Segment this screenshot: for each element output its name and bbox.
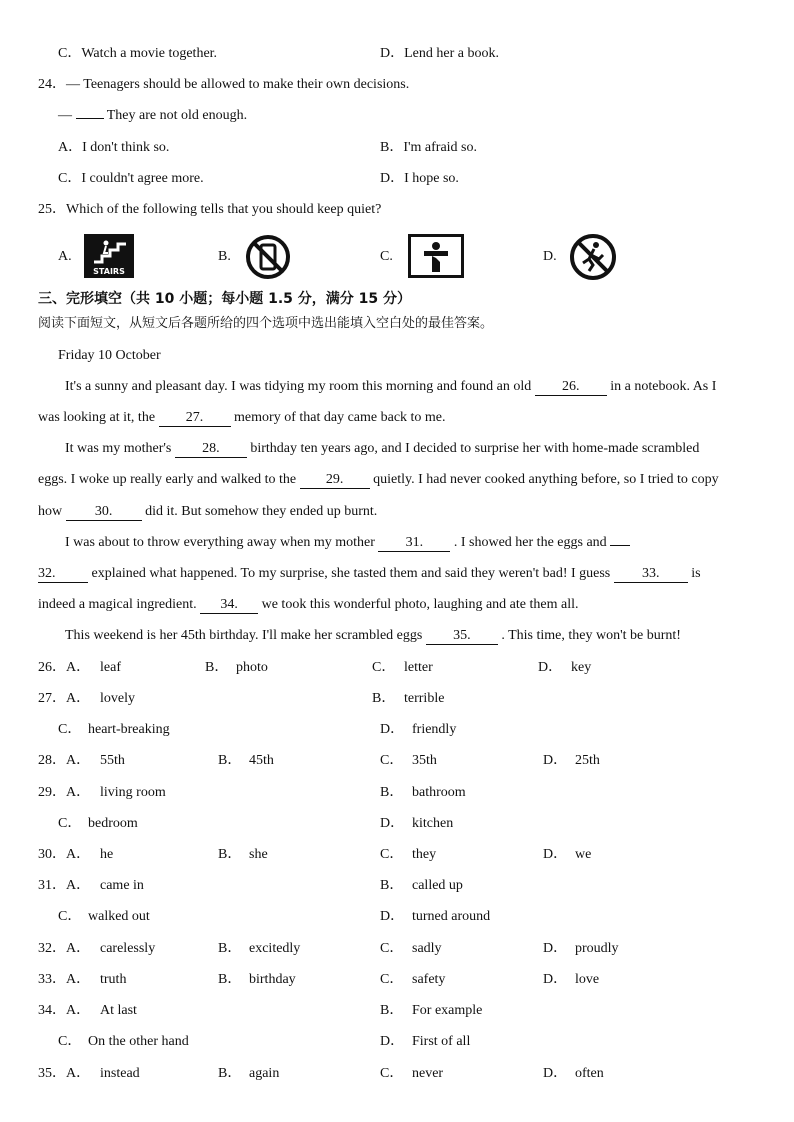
q24-stem: — Teenagers should be allowed to make their own decisions. (66, 77, 410, 92)
section-instruction: 阅读下面短文，从短文后各题所给的四个选项中选出能填入空白处的最佳答案。 (38, 316, 494, 331)
q34-label-d: D． (380, 1034, 405, 1049)
blank-33: 33. (614, 566, 688, 583)
q25-option-a-label: A. (58, 249, 72, 264)
q28-label-b: B． (218, 753, 242, 768)
passage-line-8: indeed a magical ingredient. 34. we took this wonderful photo, laughing and ate them all. (38, 597, 579, 612)
passage-date: Friday 10 October (58, 348, 161, 363)
q24-reply: — They are not old enough. (58, 108, 248, 123)
q29-option-b: bathroom (412, 785, 466, 800)
q28-label-c: C． (380, 753, 404, 768)
q29-option-d: kitchen (412, 816, 454, 831)
stairs-sign-text: STAIRS (93, 267, 125, 276)
q26-number: 26．A． (38, 660, 91, 675)
q32-option-a: carelessly (100, 941, 156, 956)
q33-label-d: D． (543, 972, 568, 987)
q26-option-a: leaf (100, 660, 121, 675)
q29-option-c: bedroom (88, 816, 138, 831)
q28-number: 28．A． (38, 753, 91, 768)
q30-option-a: he (100, 847, 114, 862)
q24-stem-line (38, 76, 409, 94)
blank-26: 26. (535, 379, 607, 396)
q35-option-d: often (575, 1066, 604, 1081)
q32-number: 32．A． (38, 941, 91, 956)
q31-label-b: B． (380, 878, 404, 893)
q25-stem-line (38, 201, 381, 219)
q27-option-b: terrible (404, 691, 445, 706)
blank-35: 35. (426, 628, 498, 645)
q31-option-c: walked out (88, 909, 150, 924)
q33-option-b: birthday (249, 972, 296, 987)
q24-option-d: D．I hope so. (380, 171, 459, 186)
q31-number: 31．A． (38, 878, 91, 893)
passage-line-9: This weekend is her 45th birthday. I'll make her scrambled eggs 35. . This time, they won't be burnt! (65, 628, 681, 643)
passage-line-3: It was my mother's 28. birthday ten years ago, and I decided to surprise her with home-made scrambled (65, 441, 700, 456)
q28-label-d: D． (543, 753, 568, 768)
q29-label-c: C． (58, 816, 82, 831)
q33-label-b: B． (218, 972, 242, 987)
q25-option-d-label: D. (543, 249, 557, 264)
q33-label-c: C． (380, 972, 404, 987)
q34-label-b: B． (380, 1003, 404, 1018)
q27-option-d: friendly (412, 722, 457, 737)
q33-option-d: love (575, 972, 600, 987)
blank-28: 28. (175, 441, 247, 458)
q24-blank (76, 118, 104, 119)
q24-option-b: B．I'm afraid so. (380, 140, 478, 155)
blank-32-start (610, 545, 630, 546)
q29-label-d: D． (380, 816, 405, 831)
q31-option-a: came in (100, 878, 144, 893)
blank-32: 32. (38, 566, 88, 583)
q35-option-a: instead (100, 1066, 140, 1081)
q24-option-c: C．I couldn't agree more. (58, 171, 204, 186)
q25-option-c-label: C. (380, 249, 393, 264)
q25-stem: Which of the following tells that you should keep quiet? (66, 202, 382, 217)
q26-option-c: letter (404, 660, 433, 675)
q34-option-c: On the other hand (88, 1034, 189, 1049)
q23-option-d: D．Lend her a book. (380, 46, 499, 61)
q26-option-d: key (571, 660, 592, 675)
person-at-table-sign-icon (408, 234, 464, 278)
no-phone-sign-icon (245, 234, 291, 280)
q29-number: 29．A． (38, 785, 91, 800)
q27-number: 27．A． (38, 691, 91, 706)
stairs-sign-icon (84, 234, 134, 278)
q33-option-c: safety (412, 972, 446, 987)
q27-option-a: lovely (100, 691, 135, 706)
q31-option-b: called up (412, 878, 463, 893)
q27-option-c: heart-breaking (88, 722, 170, 737)
q34-option-d: First of all (412, 1034, 471, 1049)
q34-option-a: At last (100, 1003, 137, 1018)
q32-label-b: B． (218, 941, 242, 956)
q34-option-b: For example (412, 1003, 483, 1018)
q33-option-a: truth (100, 972, 127, 987)
q32-label-d: D． (543, 941, 568, 956)
q23-option-c: C．Watch a movie together. (58, 46, 218, 61)
blank-30: 30. (66, 504, 142, 521)
q35-option-b: again (249, 1066, 280, 1081)
no-running-sign-icon (569, 233, 617, 281)
q35-label-d: D． (543, 1066, 568, 1081)
q28-option-b: 45th (249, 753, 274, 768)
q26-option-b: photo (236, 660, 268, 675)
q26-label-d: D． (538, 660, 563, 675)
passage-line-5: how 30. did it. But somehow they ended up burnt. (38, 504, 378, 519)
blank-34: 34. (200, 597, 258, 614)
q27-label-d: D． (380, 722, 405, 737)
q30-option-b: she (249, 847, 268, 862)
q27-label-b: B． (372, 691, 396, 706)
q31-label-c: C． (58, 909, 82, 924)
q35-number: 35．A． (38, 1066, 91, 1081)
q24-option-a: A．I don't think so. (58, 140, 170, 155)
blank-31: 31. (378, 535, 450, 552)
q25-number: 25． (38, 202, 66, 217)
q30-label-d: D． (543, 847, 568, 862)
q34-label-c: C． (58, 1034, 82, 1049)
q35-label-b: B． (218, 1066, 242, 1081)
q30-option-c: they (412, 847, 437, 862)
passage-line-6: I was about to throw everything away when my mother 31. . I showed her the eggs and (65, 534, 630, 552)
q35-option-c: never (412, 1066, 444, 1081)
q35-label-c: C． (380, 1066, 404, 1081)
q30-option-d: we (575, 847, 592, 862)
q32-option-b: excitedly (249, 941, 301, 956)
q29-option-a: living room (100, 785, 166, 800)
q28-option-c: 35th (412, 753, 437, 768)
q32-option-c: sadly (412, 941, 442, 956)
q30-label-b: B． (218, 847, 242, 862)
q28-option-d: 25th (575, 753, 600, 768)
q30-label-c: C． (380, 847, 404, 862)
passage-line-7: 32. explained what happened. To my surprise, she tasted them and said they weren't bad! I guess 33. is (38, 566, 701, 581)
q34-number: 34．A． (38, 1003, 91, 1018)
q31-option-d: turned around (412, 909, 491, 924)
q25-option-b-label: B. (218, 249, 231, 264)
q31-label-d: D． (380, 909, 405, 924)
q32-option-d: proudly (575, 941, 619, 956)
q28-option-a: 55th (100, 753, 125, 768)
q30-number: 30．A． (38, 847, 91, 862)
passage-line-2: was looking at it, the 27. memory of that day came back to me. (38, 410, 446, 425)
blank-29: 29. (300, 472, 370, 489)
passage-line-1: It's a sunny and pleasant day. I was tidying my room this morning and found an old 26. in a notebook. As I (65, 379, 717, 394)
q24-number: 24． (38, 77, 66, 92)
q26-label-c: C． (372, 660, 396, 675)
passage-line-4: eggs. I woke up really early and walked to the 29. quietly. I had never cooked anything before, so I tried to copy (38, 472, 719, 487)
q29-label-b: B． (380, 785, 404, 800)
q26-label-b: B． (205, 660, 229, 675)
q32-label-c: C． (380, 941, 404, 956)
section-title: 三、完形填空（共 10 小题；每小题 1.5 分，满分 15 分） (38, 291, 412, 307)
q33-number: 33．A． (38, 972, 91, 987)
q27-label-c: C． (58, 722, 82, 737)
blank-27: 27. (159, 410, 231, 427)
